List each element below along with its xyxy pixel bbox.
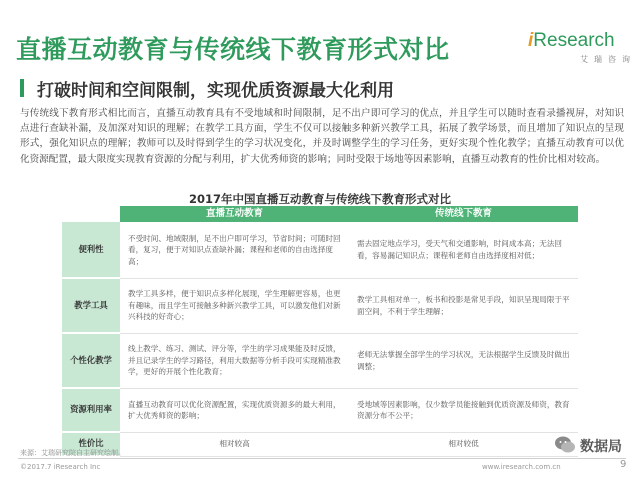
logo-brand-rest: Research — [533, 30, 615, 51]
subtitle-marker — [20, 79, 24, 97]
table-header-row — [62, 206, 578, 222]
row-label: 个性化教学 — [62, 333, 120, 388]
table-header-corner — [62, 206, 120, 222]
table-row — [62, 278, 578, 333]
footer-website: www.iresearch.com.cn — [482, 463, 561, 471]
cell-live: 直播互动教育可以优化资源配置，实现优质资源多的最大利用，扩大优秀师资的影响； — [120, 388, 349, 432]
cell-offline: 需去固定地点学习，受天气和交通影响，时间成本高；无法回看，容易漏记知识点；课程和老师自由选择度相对低； — [349, 222, 578, 278]
logo-chinese-name: 艾瑞咨询 — [580, 55, 636, 64]
source-note: 来源：艾瑞研究院自主研究绘制。 — [20, 449, 125, 457]
comparison-table — [62, 206, 578, 457]
table-row — [62, 432, 578, 456]
column-header-live: 直播互动教育 — [120, 206, 349, 222]
cell-offline: 受地域等因素影响，仅少数学员能接触到优质资源及师资，教育资源分布不公平； — [349, 388, 578, 432]
cell-live: 不受时间、地域限制，足不出户即可学习，节省时间；可随时回看，复习，便于对知识点查缺补漏；课程和老师的自由选择度高； — [120, 222, 349, 278]
logo-brand — [528, 30, 615, 52]
row-label: 资源利用率 — [62, 388, 120, 432]
page-title: 直播互动教育与传统线下教育形式对比 — [16, 35, 450, 64]
iresearch-logo — [528, 30, 636, 66]
table-row — [62, 388, 578, 432]
row-label: 性价比 — [62, 432, 120, 456]
watermark — [554, 432, 634, 458]
cell-live: 教学工具多样，便于知识点多样化展现，学生理解更容易，也更有趣味，而且学生可接触多种新兴教学工具，可以激发他们对新兴科技的好奇心； — [120, 278, 349, 333]
table-row — [62, 333, 578, 388]
footer-copyright: ©2017.7 iResearch Inc — [20, 463, 101, 471]
table-row — [62, 222, 578, 278]
footer-divider — [18, 458, 626, 459]
column-header-offline: 传统线下教育 — [349, 206, 578, 222]
cell-offline: 教学工具相对单一，板书和投影是常见手段，知识呈现局限于平面空间，不利于学生理解； — [349, 278, 578, 333]
row-label: 教学工具 — [62, 278, 120, 333]
wechat-bubble-icon — [554, 434, 576, 456]
page-number: 9 — [620, 459, 627, 470]
page-subtitle: 打破时间和空间限制，实现优质资源最大化利用 — [37, 81, 394, 101]
cell-live: 相对较高 — [120, 432, 349, 456]
intro-paragraph: 与传统线下教育形式相比而言，直播互动教育具有不受地域和时间限制，足不出户即可学习的优点，并且学生可以随时查看录播视屏，对知识点进行查缺补漏，及加深对知识的理解；在教学工具方面，学生不仅可以接触多种新兴教学工具，拓展了教学场景，而且增加了知识点的呈现形式，强化知识点的理解；教师可以及时得到学生的学习状况变化，并及时调整学生的学习任务，更好实现个性化教学；直播互动教育可以优化资源配置，最大限度实现教育资源的分配与利用，扩大优秀师资的影响；同时受限于场地等因素影响，直播互动教育的性价比相对较高。 — [20, 108, 624, 165]
watermark-text: 数据局 — [580, 439, 622, 455]
cell-offline: 老师无法掌握全部学生的学习状况，无法根据学生反馈及时做出调整； — [349, 333, 578, 388]
table-title: 2017年中国直播互动教育与传统线下教育形式对比 — [188, 192, 451, 206]
logo-i-letter: i — [528, 30, 534, 51]
cell-live: 线上教学、练习、测试、评分等，学生的学习成果能及时反馈，并且记录学生的学习路径，利用大数据等分析手段可实现精准教学，更好的开展个性化教育； — [120, 333, 349, 388]
cell-offline: 相对较低 — [349, 432, 578, 456]
row-label: 便利性 — [62, 222, 120, 278]
